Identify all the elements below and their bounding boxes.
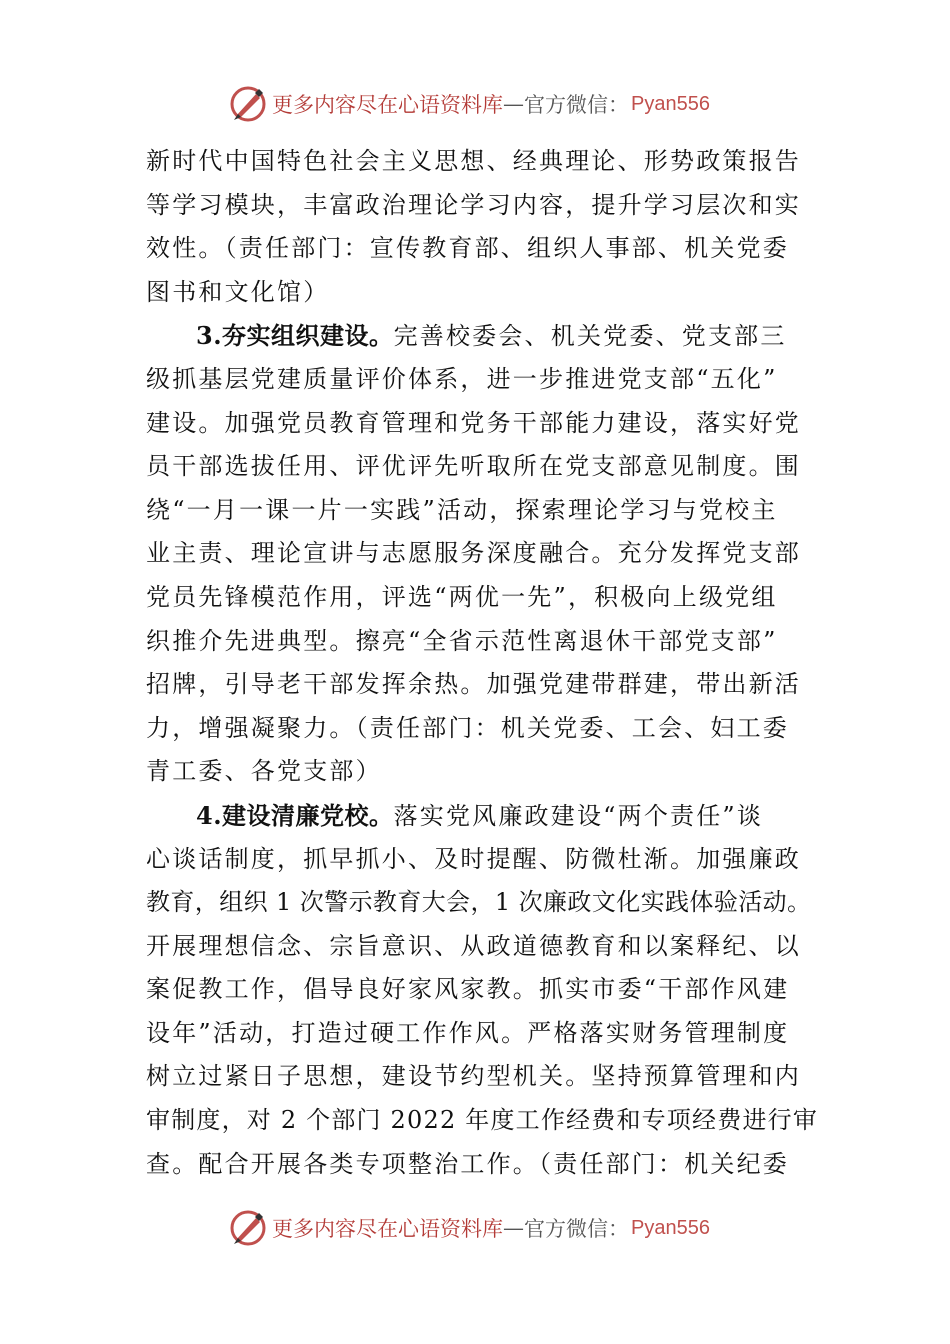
text-line: 力，增强凝聚力。（责任部门：机关党委、工会、妇工委 (146, 713, 789, 742)
banner-library-text: 更多内容尽在心语资料库 (272, 93, 503, 117)
text-line: 业主责、理论宣讲与志愿服务深度融合。充分发挥党支部 (146, 539, 801, 568)
text-line: 招牌，引导老干部发挥余热。加强党建带群建，带出新活 (146, 670, 801, 699)
text-line (146, 794, 814, 838)
red-pen-nib-logo-icon (228, 1208, 268, 1248)
text-line: 审制度，对 2 个部门 2022 年度工作经费和专项经费进行审 (146, 1106, 819, 1135)
banner-dash: — (503, 92, 524, 116)
red-pen-nib-logo-icon (228, 84, 268, 124)
text-line-rest: 完善校委会、机关党委、党支部三 (393, 322, 787, 351)
text-line: 心谈话制度，抓早抓小、及时提醒、防微杜渐。加强廉政 (146, 844, 801, 873)
text-line-rest: 落实党风廉政建设“两个责任”谈 (393, 801, 764, 830)
text-line: 级抓基层党建质量评价体系，进一步推进党支部“五化” (146, 364, 778, 393)
text-line: 设年”活动，打造过硬工作作风。严格落实财务管理制度 (146, 1018, 790, 1047)
footer-watermark-banner (228, 1208, 748, 1248)
section-heading-3: 3.夯实组织建设。 (196, 321, 394, 351)
section-heading-4: 4.建设清廉党校。 (196, 800, 394, 830)
banner-official-label: 官方微信： (524, 93, 629, 117)
text-line: 绕“一月一课一片一实践”活动，探索理论学习与党校主 (146, 495, 778, 524)
banner-wechat-id: Pyan556 (631, 92, 710, 115)
text-line: 青工委、各党支部） (146, 757, 382, 786)
banner-wechat-id: Pyan556 (631, 1216, 710, 1239)
text-line: 党员先锋模范作用，评选“两优一先”，积极向上级党组 (146, 582, 778, 611)
text-line: 图书和文化馆） (146, 277, 330, 306)
header-watermark-banner (228, 84, 748, 124)
paragraph-4-integrity (146, 794, 819, 1186)
banner-text (272, 89, 710, 119)
text-line: 教育，组织 1 次警示教育大会，1 次廉政文化实践体验活动。 (146, 888, 812, 917)
text-line: 案促教工作，倡导良好家风家教。抓实市委“干部作风建 (146, 975, 790, 1004)
text-line: 员干部选拔任用、评优评先听取所在党支部意见制度。围 (146, 452, 801, 481)
text-line: 效性。（责任部门：宣传教育部、组织人事部、机关党委 (146, 234, 789, 263)
banner-library-text: 更多内容尽在心语资料库 (272, 1217, 503, 1241)
text-line: 新时代中国特色社会主义思想、经典理论、形势政策报告 (146, 147, 801, 175)
banner-dash: — (503, 1216, 524, 1240)
paragraph-1 (146, 140, 814, 314)
text-line: 织推介先进典型。擦亮“全省示范性离退休干部党支部” (146, 626, 778, 655)
text-line: 查。配合开展各类专项整治工作。（责任部门：机关纪委 (146, 1149, 789, 1178)
paragraph-3-organization (146, 314, 814, 794)
banner-official-label: 官方微信： (524, 1217, 629, 1241)
text-line: 开展理想信念、宗旨意识、从政道德教育和以案释纪、以 (146, 931, 801, 960)
text-line: 建设。加强党员教育管理和党务干部能力建设，落实好党 (146, 408, 801, 437)
text-line (146, 314, 814, 358)
text-line: 等学习模块，丰富政治理论学习内容，提升学习层次和实 (146, 190, 801, 219)
banner-text (272, 1213, 710, 1243)
text-line: 树立过紧日子思想，建设节约型机关。坚持预算管理和内 (146, 1062, 801, 1091)
document-body (146, 140, 819, 1186)
